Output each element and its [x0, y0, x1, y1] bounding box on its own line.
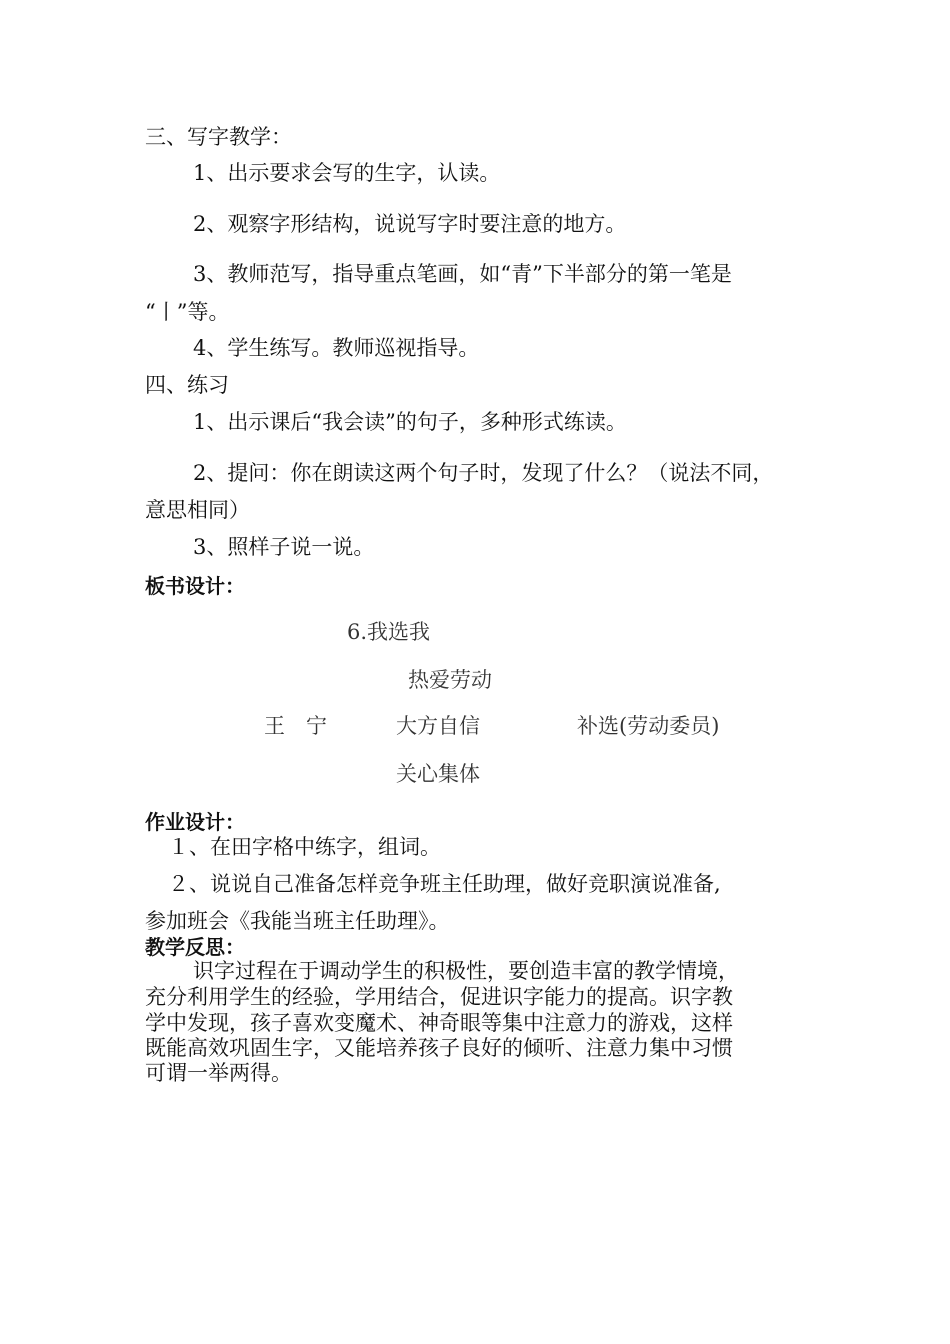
reflection-line-1: 识字过程在于调动学生的积极性，要创造丰富的教学情境， — [193, 959, 739, 983]
homework-item-1: １、在田字格中练字，组词。 — [168, 835, 441, 859]
practice-item-3: 3、照样子说一说。 — [193, 535, 375, 559]
board-title: 6.我选我 — [347, 620, 431, 644]
writing-item-2: 2、观察字形结构，说说写字时要注意的地方。 — [193, 212, 627, 236]
reflection-line-3: 学中发现，孩子喜欢变魔术、神奇眼等集中注意力的游戏，这样 — [145, 1011, 733, 1035]
board-trait-1: 热爱劳动 — [408, 668, 492, 692]
reflection-heading: 教学反思： — [145, 935, 245, 959]
homework-item-2-line-2: 参加班会《我能当班主任助理》。 — [145, 909, 450, 933]
writing-item-4: 4、学生练写。教师巡视指导。 — [193, 336, 480, 360]
homework-heading: 作业设计： — [145, 810, 245, 834]
practice-item-2-line-2: 意思相同） — [145, 498, 250, 522]
board-trait-2: 大方自信 — [396, 714, 480, 738]
board-outcome: 补选(劳动委员) — [577, 714, 720, 738]
reflection-line-2: 充分利用学生的经验，学用结合，促进识字能力的提高。识字教 — [145, 985, 733, 1009]
homework-item-2-line-1: ２、说说自己准备怎样竞争班主任助理，做好竞职演说准备, — [168, 872, 721, 896]
writing-item-3-line-2: “丨”等。 — [145, 300, 230, 324]
board-design-heading: 板书设计： — [145, 574, 245, 598]
reflection-line-5: 可谓一举两得。 — [145, 1061, 292, 1085]
section-heading-writing: 三、写字教学： — [145, 125, 292, 149]
writing-item-1: 1、出示要求会写的生字，认读。 — [193, 161, 501, 185]
board-trait-3: 关心集体 — [396, 762, 480, 786]
writing-item-3-line-1: 3、教师范写，指导重点笔画，如“青”下半部分的第一笔是 — [193, 262, 732, 286]
reflection-line-4: 既能高效巩固生字，又能培养孩子良好的倾听、注意力集中习惯 — [145, 1036, 733, 1060]
section-heading-practice: 四、练习 — [145, 373, 229, 397]
practice-item-2-line-1: 2、提问：你在朗读这两个句子时，发现了什么？（说法不同， — [193, 461, 774, 485]
practice-item-1: 1、出示课后“我会读”的句子，多种形式练读。 — [193, 410, 627, 434]
board-name: 王 宁 — [264, 714, 327, 738]
